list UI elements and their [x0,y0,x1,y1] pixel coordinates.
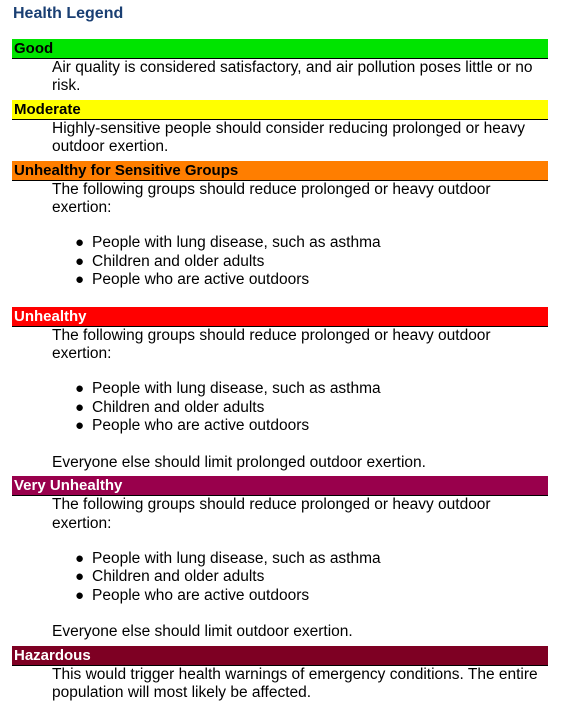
level-description: Highly-sensitive people should consider reducing prolonged or heavy outdoor exertion. [52,119,526,156]
level-description: Air quality is considered satisfactory, and air pollution poses little or no risk. [52,59,533,95]
level-hazardous [12,646,548,703]
bullet-icon: ● [75,398,85,416]
level-description: This would trigger health warnings of emergency conditions. The entire population will most likely be affected. [52,665,538,701]
level-body-very-unhealthy [12,496,548,641]
level-body-good [12,59,548,96]
list-item: ● People with lung disease, such as asthma [75,380,381,398]
level-body-hazardous [12,666,548,703]
level-body-moderate [12,120,548,157]
list-item: ● Children and older adults [75,252,265,270]
bullet-icon: ● [75,252,85,270]
level-good [12,39,548,96]
bullet-icon: ● [75,568,85,586]
level-body-unhealthy-sensitive [12,181,548,290]
level-very-unhealthy [12,476,548,641]
bullet-icon: ● [75,417,85,435]
list-item: ● People with lung disease, such as asthma [75,549,381,567]
list-item: ● People who are active outdoors [75,586,310,604]
level-body-unhealthy [12,327,548,472]
level-header-very-unhealthy: Very Unhealthy [12,476,548,496]
level-header-hazardous: Hazardous [12,646,548,666]
bullet-icon: ● [75,549,85,567]
level-unhealthy [12,307,548,472]
bullet-icon: ● [75,586,85,604]
list-item: ● Children and older adults [75,398,265,416]
sensitive-groups-list [52,380,548,435]
level-header-unhealthy: Unhealthy [12,307,548,327]
level-header-moderate: Moderate [12,100,548,120]
everyone-else-note: Everyone else should limit prolonged outdoor exertion. [52,453,426,471]
level-header-good: Good [12,39,548,59]
sensitive-groups-list [52,550,548,605]
bullet-icon: ● [75,271,85,289]
level-description: The following groups should reduce prolonged or heavy outdoor exertion: [52,496,491,532]
level-description: The following groups should reduce prolonged or heavy outdoor exertion: [52,326,491,363]
sensitive-groups-list [52,234,548,289]
level-moderate [12,100,548,157]
list-item: ● People who are active outdoors [75,417,310,435]
level-unhealthy-sensitive [12,161,548,290]
list-item: ● People with lung disease, such as asthma [75,234,381,252]
level-header-unhealthy-sensitive: Unhealthy for Sensitive Groups [12,161,548,181]
everyone-else-note: Everyone else should limit outdoor exertion. [52,623,353,641]
bullet-icon: ● [75,234,85,252]
list-item: ● Children and older adults [75,568,265,586]
level-description: The following groups should reduce prolonged or heavy outdoor exertion: [52,180,491,217]
list-item: ● People who are active outdoors [75,271,310,289]
legend-title: Health Legend [13,5,124,22]
bullet-icon: ● [75,380,85,398]
